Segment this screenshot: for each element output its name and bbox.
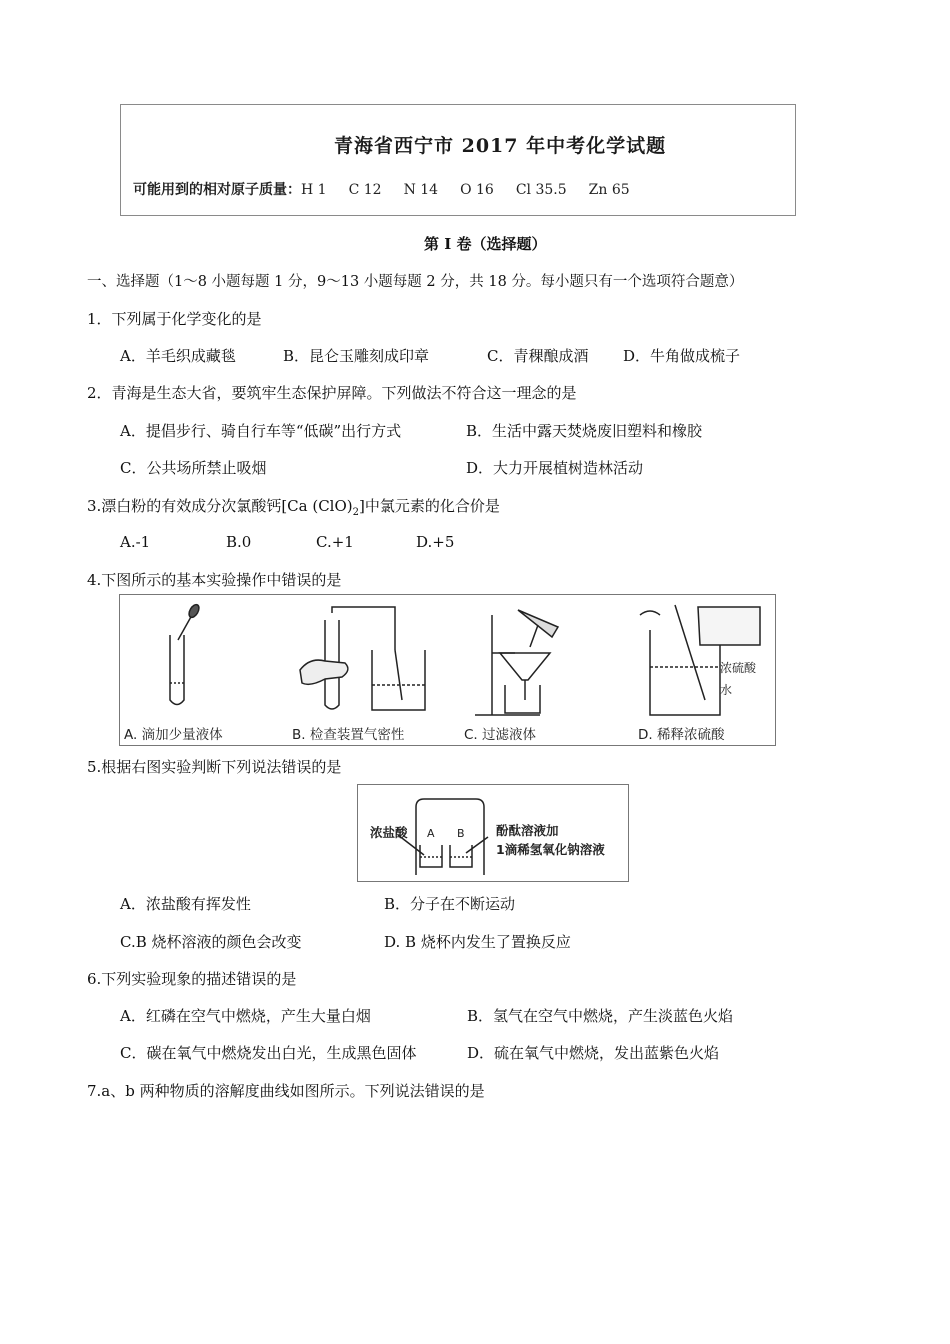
q3-option-d: D.+5 (416, 533, 455, 551)
q3-stem-pre: 3.漂白粉的有效成分次氯酸钙[Ca (ClO) (87, 497, 353, 515)
q1-option-d: D．牛角做成梳子 (623, 347, 741, 365)
q4-fig-label-c: C. 过滤液体 (464, 727, 537, 743)
q5-fig-note-line2: 1滴稀氢氧化钠溶液 (496, 842, 605, 857)
q5-stem: 5.根据右图实验判断下列说法错误的是 (87, 758, 342, 776)
q4-fig-label-a: A. 滴加少量液体 (124, 727, 223, 743)
q3-stem-sub: 2 (352, 507, 360, 518)
q4-figure (119, 594, 776, 746)
q5-fig-hcl-label: 浓盐酸 (370, 825, 408, 840)
q4-fig-label-b: B. 检查装置气密性 (292, 727, 405, 743)
q2-option-b: B．生活中露天焚烧废旧塑料和橡胶 (466, 422, 703, 440)
q5-option-d: D. B 烧杯内发生了置换反应 (384, 933, 571, 951)
q1-option-c: C．青稞酿成酒 (487, 347, 589, 365)
q3-option-c: C.+1 (316, 533, 354, 551)
q1-option-b: B．昆仑玉雕刻成印章 (283, 347, 430, 365)
q1-option-a: A．羊毛织成藏毯 (120, 347, 236, 365)
q2-option-c: C．公共场所禁止吸烟 (120, 459, 267, 477)
q5-fig-beaker-a: A (427, 827, 435, 840)
mass-zn: Zn 65 (588, 182, 630, 198)
q5-fig-note-line1: 酚酞溶液加 (496, 823, 559, 838)
q4-stem: 4.下图所示的基本实验操作中错误的是 (87, 571, 342, 589)
q7-stem: 7.a、b 两种物质的溶解度曲线如图所示。下列说法错误的是 (87, 1082, 485, 1100)
q6-option-a: A．红磷在空气中燃烧，产生大量白烟 (120, 1007, 371, 1025)
q5-figure (357, 784, 629, 882)
q2-option-a: A．提倡步行、骑自行车等“低碳”出行方式 (120, 422, 402, 440)
mass-c: C 12 (348, 182, 382, 198)
q3-option-b: B.0 (226, 533, 252, 551)
q3-stem (87, 495, 500, 518)
q6-option-b: B．氢气在空气中燃烧，产生淡蓝色火焰 (467, 1007, 734, 1025)
q4-fig-acid-label: 浓硫酸 (720, 661, 757, 675)
q2-option-d: D．大力开展植树造林活动 (466, 459, 644, 477)
q5-option-c: C.B 烧杯溶液的颜色会改变 (120, 933, 302, 951)
q4-fig-label-d: D. 稀释浓硫酸 (638, 727, 725, 743)
exam-title: 青海省西宁市 2017 年中考化学试题 (334, 135, 667, 157)
atomic-masses (133, 179, 630, 199)
mass-n: N 14 (403, 182, 439, 198)
q2-stem: 2．青海是生态大省，要筑牢生态保护屏障。下列做法不符合这一理念的是 (87, 384, 577, 402)
q6-option-c: C．碳在氧气中燃烧发出白光，生成黑色固体 (120, 1044, 417, 1062)
atomic-masses-label: 可能用到的相对原子质量： (133, 182, 301, 198)
q4-fig-water-label: 水 (720, 683, 733, 697)
q6-stem: 6.下列实验现象的描述错误的是 (87, 970, 297, 988)
exam-header (120, 104, 796, 216)
q6-option-d: D．硫在氧气中燃烧，发出蓝紫色火焰 (467, 1044, 720, 1062)
q3-option-a: A.-1 (120, 533, 151, 551)
q5-fig-beaker-b: B (457, 827, 465, 840)
mass-o: O 16 (460, 182, 494, 198)
mass-cl: Cl 35.5 (515, 182, 567, 198)
q5-option-b: B．分子在不断运动 (384, 895, 516, 913)
q1-stem: 1．下列属于化学变化的是 (87, 310, 262, 328)
mass-h: H 1 (301, 182, 327, 198)
q3-stem-post: ]中氯元素的化合价是 (359, 497, 500, 515)
q5-option-a: A．浓盐酸有挥发性 (120, 895, 251, 913)
section-title: 第 I 卷（选择题） (424, 235, 547, 253)
instructions: 一、选择题（1～8 小题每题 1 分，9～13 小题每题 2 分，共 18 分。每小题只有一个选项符合题意） (87, 274, 744, 290)
